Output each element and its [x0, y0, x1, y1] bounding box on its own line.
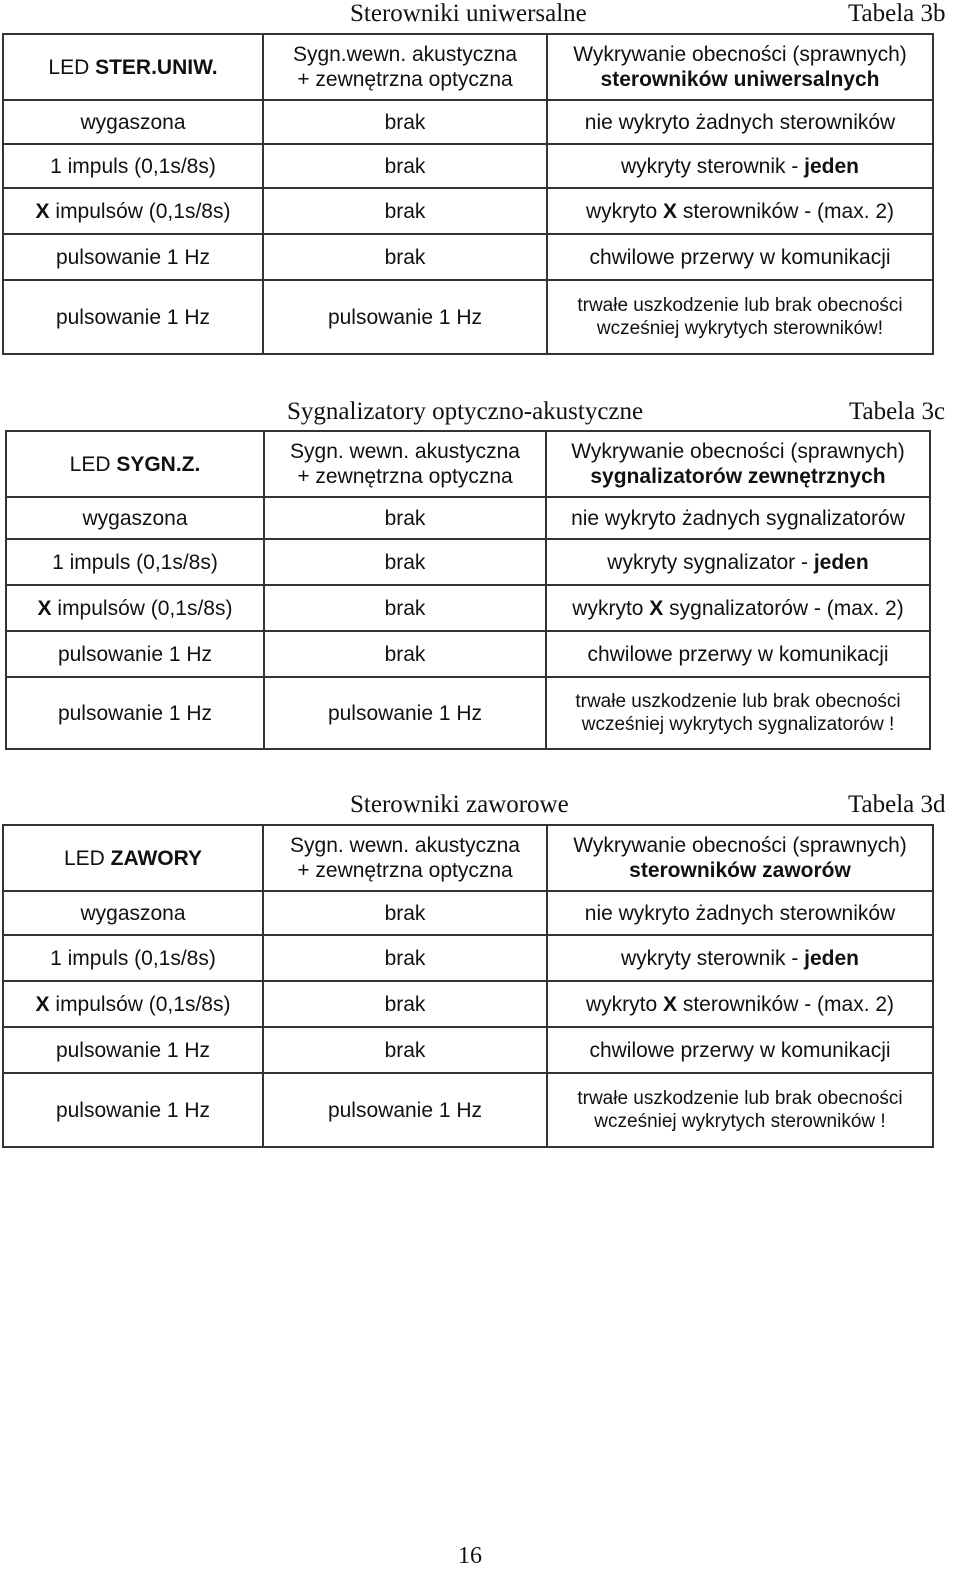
table-row — [3, 100, 933, 144]
table-row — [3, 891, 933, 935]
header-signal-cell: Sygn. wewn. akustyczna + zewnętrzna optyczna — [263, 825, 547, 891]
detection-cell: wykryto X sterowników - (max. 2) — [547, 981, 933, 1027]
header-detection-cell: Wykrywanie obecności (sprawnych) sterowników zaworów — [547, 825, 933, 891]
led-state-cell: X impulsów (0,1s/8s) — [6, 585, 264, 631]
header-detection-cell: Wykrywanie obecności (sprawnych) sygnalizatorów zewnętrznych — [546, 431, 930, 497]
signal-cell: brak — [263, 144, 547, 188]
table-3b — [2, 33, 934, 355]
signal-cell: brak — [263, 891, 547, 935]
detection-cell: trwałe uszkodzenie lub brak obecności wcześniej wykrytych sterowników ! — [547, 1073, 933, 1147]
detection-cell: wykryty sterownik - jeden — [547, 144, 933, 188]
signal-cell: brak — [264, 539, 546, 585]
page-number: 16 — [458, 1543, 482, 1569]
signal-cell: brak — [264, 497, 546, 539]
led-state-cell: pulsowanie 1 Hz — [6, 631, 264, 677]
signal-cell: pulsowanie 1 Hz — [263, 1073, 547, 1147]
led-state-cell: pulsowanie 1 Hz — [3, 234, 263, 280]
table-row — [6, 677, 930, 749]
header-led-cell: LED STER.UNIW. — [3, 34, 263, 100]
table-3c — [5, 430, 931, 750]
table-row — [6, 585, 930, 631]
table-row — [3, 1027, 933, 1073]
signal-cell: pulsowanie 1 Hz — [264, 677, 546, 749]
table-row — [6, 631, 930, 677]
signal-cell: brak — [264, 631, 546, 677]
section-title: Sygnalizatory optyczno-akustyczne — [287, 398, 644, 425]
detection-cell: nie wykryto żadnych sygnalizatorów — [546, 497, 930, 539]
table-3d — [2, 824, 934, 1148]
table-label: Tabela 3b — [848, 0, 946, 27]
signal-cell: pulsowanie 1 Hz — [263, 280, 547, 354]
signal-cell: brak — [263, 935, 547, 981]
detection-cell: wykryty sterownik - jeden — [547, 935, 933, 981]
detection-cell: trwałe uszkodzenie lub brak obecności wcześniej wykrytych sygnalizatorów ! — [546, 677, 930, 749]
table-row — [3, 280, 933, 354]
signal-cell: brak — [263, 981, 547, 1027]
led-state-cell: X impulsów (0,1s/8s) — [3, 188, 263, 234]
section-title: Sterowniki uniwersalne — [350, 0, 587, 27]
led-state-cell: 1 impuls (0,1s/8s) — [3, 144, 263, 188]
led-state-cell: pulsowanie 1 Hz — [3, 280, 263, 354]
header-detection-cell: Wykrywanie obecności (sprawnych) sterowników uniwersalnych — [547, 34, 933, 100]
detection-cell: chwilowe przerwy w komunikacji — [547, 234, 933, 280]
table-label: Tabela 3d — [848, 791, 946, 818]
table-row — [3, 1073, 933, 1147]
detection-cell: wykryto X sygnalizatorów - (max. 2) — [546, 585, 930, 631]
detection-cell: chwilowe przerwy w komunikacji — [547, 1027, 933, 1073]
detection-cell: wykryto X sterowników - (max. 2) — [547, 188, 933, 234]
table-row — [6, 539, 930, 585]
table-row — [3, 935, 933, 981]
led-state-cell: pulsowanie 1 Hz — [3, 1073, 263, 1147]
detection-cell: trwałe uszkodzenie lub brak obecności wcześniej wykrytych sterowników! — [547, 280, 933, 354]
table-row — [6, 497, 930, 539]
header-signal-cell: Sygn. wewn. akustyczna + zewnętrzna optyczna — [264, 431, 546, 497]
led-state-cell: pulsowanie 1 Hz — [6, 677, 264, 749]
table-row — [3, 234, 933, 280]
led-state-cell: wygaszona — [3, 891, 263, 935]
header-signal-cell: Sygn.wewn. akustyczna + zewnętrzna optyczna — [263, 34, 547, 100]
led-state-cell: wygaszona — [3, 100, 263, 144]
table-header-row — [3, 825, 933, 891]
led-state-cell: pulsowanie 1 Hz — [3, 1027, 263, 1073]
table-row — [3, 188, 933, 234]
signal-cell: brak — [263, 1027, 547, 1073]
header-led-cell: LED ZAWORY — [3, 825, 263, 891]
detection-cell: nie wykryto żadnych sterowników — [547, 891, 933, 935]
detection-cell: chwilowe przerwy w komunikacji — [546, 631, 930, 677]
section-title: Sterowniki zaworowe — [350, 791, 569, 818]
table-row — [3, 144, 933, 188]
table-header-row — [3, 34, 933, 100]
signal-cell: brak — [264, 585, 546, 631]
led-state-cell: wygaszona — [6, 497, 264, 539]
signal-cell: brak — [263, 234, 547, 280]
table-header-row — [6, 431, 930, 497]
signal-cell: brak — [263, 100, 547, 144]
detection-cell: nie wykryto żadnych sterowników — [547, 100, 933, 144]
led-state-cell: 1 impuls (0,1s/8s) — [3, 935, 263, 981]
table-label: Tabela 3c — [849, 398, 946, 425]
header-led-cell: LED SYGN.Z. — [6, 431, 264, 497]
table-row — [3, 981, 933, 1027]
signal-cell: brak — [263, 188, 547, 234]
led-state-cell: 1 impuls (0,1s/8s) — [6, 539, 264, 585]
detection-cell: wykryty sygnalizator - jeden — [546, 539, 930, 585]
led-state-cell: X impulsów (0,1s/8s) — [3, 981, 263, 1027]
